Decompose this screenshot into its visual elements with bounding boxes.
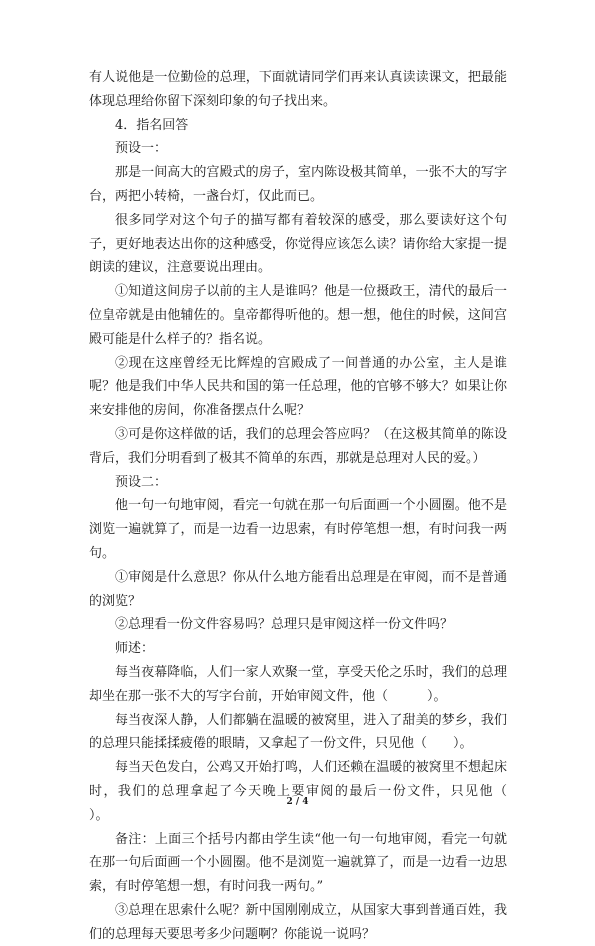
paragraph-narration-dawn: 每当天色发白，公鸡又开始打鸣，人们还赖在温暖的被窝里不想起床时，我们的总理拿起了今天晚上要审阅的最后一份文件，只见他（ ）。: [89, 760, 534, 823]
page-number: 2 / 4: [286, 797, 309, 807]
paragraph-review-question-2: ②总理看一份文件容易吗？总理只是审阅这样一份文件吗？: [115, 617, 454, 633]
paragraph-question-1: ①知道这间房子以前的主人是谁吗？他是一位摄政王，清代的最后一位皇帝就是由他辅佐的。皇帝都得听他的。想一想，他住的时候，这间宫殿可能是什么样子的？指名说。: [89, 284, 507, 347]
paragraph-question-2: ②现在这座曾经无比辉煌的宫殿成了一间普通的办公室，主人是谁呢？他是我们中华人民共和国的第一任总理，他的官够不够大？如果让你来安排他的房间，你准备摆点什么呢？: [89, 355, 507, 419]
paragraph-teacher-narration-heading: 师述：: [115, 641, 155, 657]
paragraph-preset-1-heading: 预设一：: [115, 141, 168, 157]
paragraph-note: 备注：上面三个括号内都由学生读“他一句一句地审阅，看完一句就在那一句后面画一个小圆圈。他不是浏览一遍就算了，而是一边看一边思索，有时停笔想一想，有时问我一两句。”: [89, 831, 507, 895]
paragraph-review-question-1: ①审阅是什么意思？你从什么地方能看出总理是在审阅，而不是普通的浏览？: [89, 569, 507, 609]
paragraph-quote-room: 那是一间高大的宫殿式的房子，室内陈设极其简单，一张不大的写字台，两把小转椅，一盏台灯，仅此而已。: [89, 165, 507, 204]
paragraph-narration-night: 每当夜深人静，人们都躺在温暖的被窝里，进入了甜美的梦乡，我们的总理只能揉揉疲倦的眼睛，又拿起了一份文件，只见他（ ）。: [89, 712, 507, 752]
paragraph-reading-advice: 很多同学对这个句子的描写都有着较深的感受，那么要读好这个句子，更好地表达出你的这种感受，你觉得应该怎么读？请你给大家提一提朗读的建议，注意要说出理由。: [89, 212, 507, 276]
paragraph-question-3: ③可是你这样做的话，我们的总理会答应吗？（在这极其简单的陈设背后，我们分明看到了极其不简单的东西，那就是总理对人民的爱。）: [89, 426, 507, 466]
paragraph-question-thinking: ③总理在思索什么呢？新中国刚刚成立，从国家大事到普通百姓，我们的总理每天要思考多少问题啊？你能说一说吗？: [89, 902, 507, 942]
document-body: [89, 66, 534, 946]
paragraph-preset-2-heading: 预设二：: [115, 474, 168, 490]
paragraph-step-4: 4．指名回答: [115, 117, 189, 133]
paragraph-narration-evening: 每当夜幕降临，人们一家人欢聚一堂，享受天伦之乐时，我们的总理却坐在那一张不大的写字台前，开始审阅文件，他（ ）。: [89, 664, 507, 704]
paragraph-intro: 有人说他是一位勤俭的总理，下面就请同学们再来认真读读课文，把最能体现总理给你留下深刻印象的句子找出来。: [89, 70, 507, 109]
paragraph-quote-review: 他一句一句地审阅，看完一句就在那一句后面画一个小圆圈。他不是浏览一遍就算了，而是一边看一边思索，有时停笔想一想，有时问我一两句。: [89, 498, 507, 561]
